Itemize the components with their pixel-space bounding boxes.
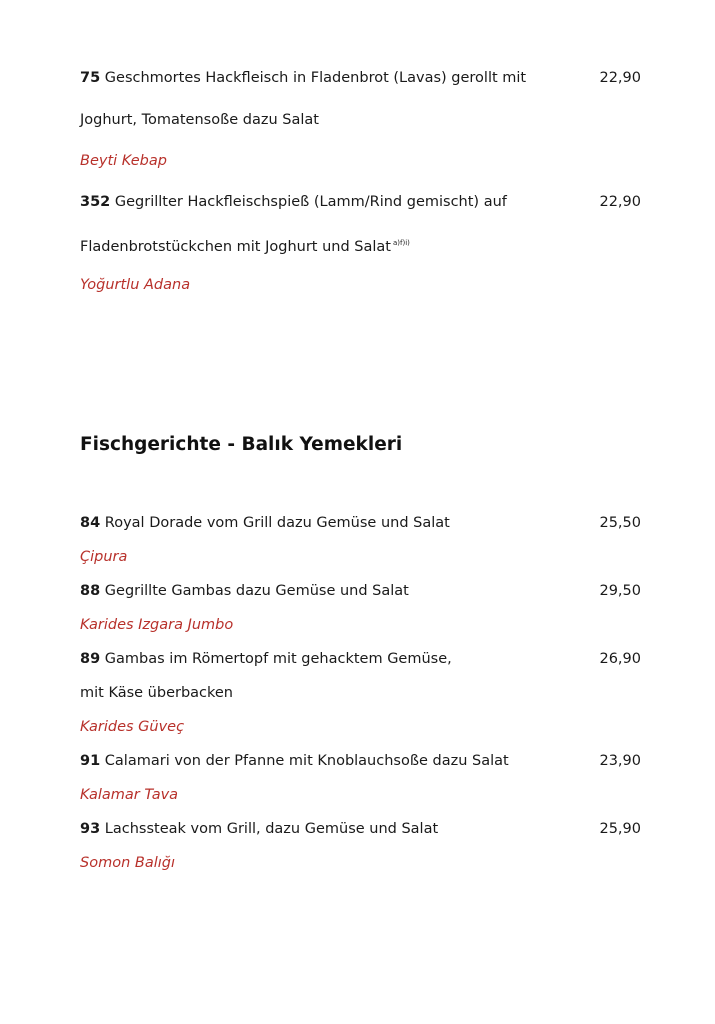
item-number: 89 — [80, 651, 101, 667]
item-price-352: 22,90 — [599, 194, 641, 210]
menu-item-91-line1 — [80, 751, 509, 771]
menu-item-89-line2: mit Käse überbacken — [80, 685, 234, 701]
item-translation-89: Karides Güveç — [80, 719, 185, 735]
item-price-88: 29,50 — [599, 583, 641, 599]
item-number: 91 — [80, 753, 101, 769]
menu-item-84-line1 — [80, 513, 450, 533]
item-price-75: 22,90 — [599, 70, 641, 86]
item-description: Calamari von der Pfanne mit Knoblauchsoße dazu Salat — [104, 753, 509, 769]
item-description: Lachssteak vom Grill, dazu Gemüse und Salat — [104, 821, 439, 837]
menu-item-352-line2 — [80, 233, 410, 257]
item-translation-84: Çipura — [80, 549, 128, 565]
item-translation-75: Beyti Kebap — [80, 153, 167, 169]
section-title-fish: Fischgerichte - Balık Yemekleri — [80, 434, 403, 455]
menu-item-93-line1 — [80, 819, 438, 839]
item-price-91: 23,90 — [599, 753, 641, 769]
item-number: 93 — [80, 821, 101, 837]
item-price-84: 25,50 — [599, 515, 641, 531]
item-translation-352: Yoğurtlu Adana — [80, 277, 191, 293]
item-description: Fladenbrotstückchen mit Joghurt und Salat — [80, 239, 391, 255]
item-translation-88: Karides Izgara Jumbo — [80, 617, 234, 633]
item-number: 75 — [80, 70, 101, 86]
item-number: 84 — [80, 515, 101, 531]
item-number: 88 — [80, 583, 101, 599]
item-description: Gambas im Römertopf mit gehacktem Gemüse, — [104, 651, 452, 667]
menu-item-75-line1 — [80, 68, 526, 88]
item-price-93: 25,90 — [599, 821, 641, 837]
item-description: Gegrillter Hackfleischspieß (Lamm/Rind gemischt) auf — [114, 194, 507, 210]
item-price-89: 26,90 — [599, 651, 641, 667]
item-description: Royal Dorade vom Grill dazu Gemüse und Salat — [104, 515, 450, 531]
item-translation-91: Kalamar Tava — [80, 787, 179, 803]
menu-item-75-line2: Joghurt, Tomatensoße dazu Salat — [80, 112, 319, 128]
menu-item-88-line1 — [80, 581, 409, 601]
item-description: Geschmortes Hackfleisch in Fladenbrot (Lavas) gerollt mit — [104, 70, 527, 86]
menu-item-352-line1 — [80, 192, 507, 212]
allergen-marks: a)f)i) — [392, 239, 410, 247]
menu-item-89-line1 — [80, 649, 452, 669]
item-translation-93: Somon Balığı — [80, 855, 175, 871]
item-description: Gegrillte Gambas dazu Gemüse und Salat — [104, 583, 409, 599]
item-number: 352 — [80, 194, 111, 210]
